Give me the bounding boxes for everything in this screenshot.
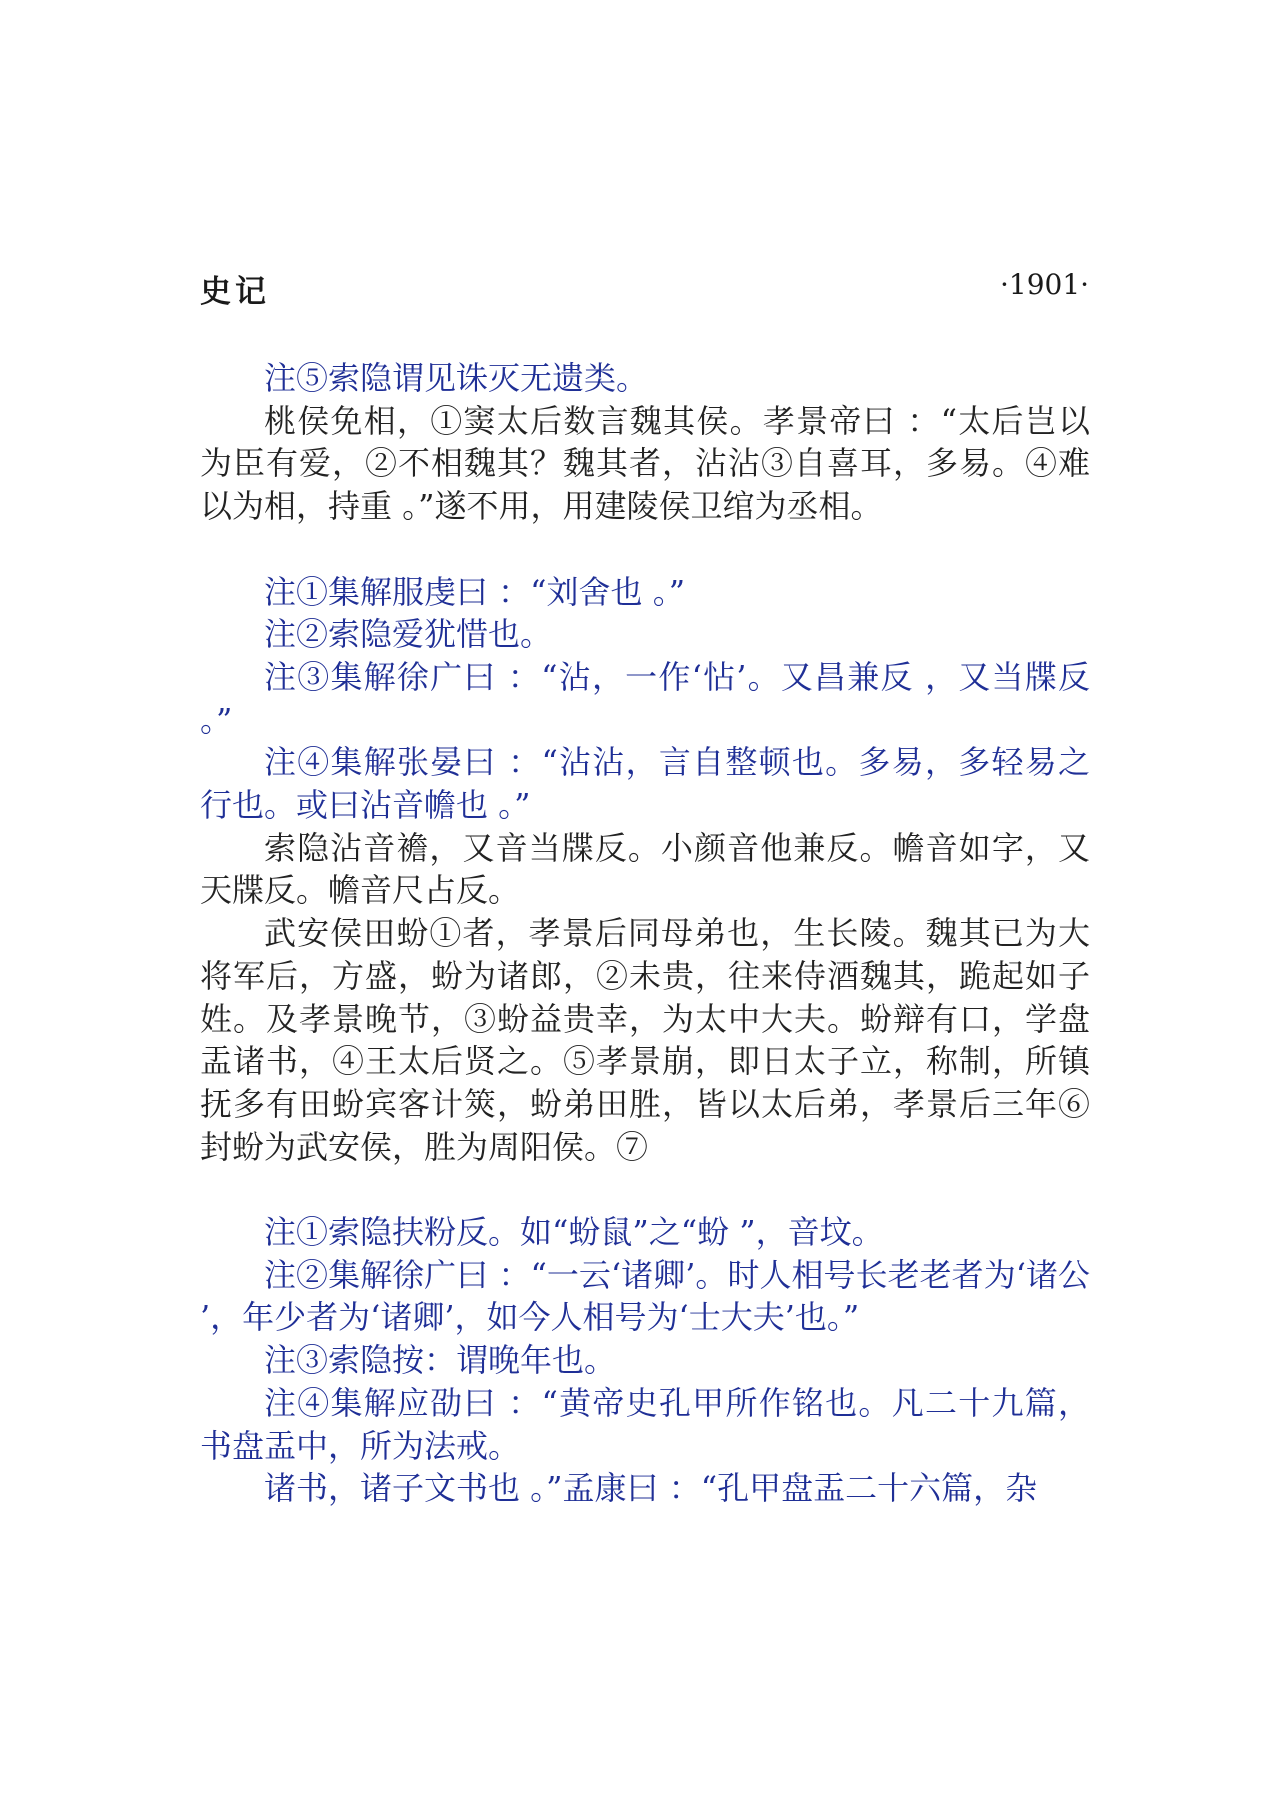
annotation-paragraph: 注⑤索隐谓见诛灭无遗类。 xyxy=(264,359,649,397)
annotation-paragraph: 注③索隐按：谓晚年也。 xyxy=(264,1341,617,1380)
annotation-paragraph: 注④集解应劭曰 ：“黄帝史孔甲所作铭也。凡二十九篇，书盘盂中，所为法戒。 xyxy=(200,1383,1090,1465)
annotation-paragraph: 注④集解张晏曰 ：“沾沾，言自整顿也。多易，多轻易之行也。或曰沾音幨也 。” xyxy=(200,743,1090,825)
annotation-paragraph: 注①集解服虔曰 ：“刘舍也 。” xyxy=(264,572,686,611)
body-text xyxy=(200,357,1090,1510)
paragraph-gap xyxy=(200,1168,1090,1211)
main-paragraph: 索隐沾音襜，又音当牒反。小颜音他兼反。幨音如字，又天牒反。幨音尺占反。 xyxy=(200,828,1090,910)
annotation-paragraph: 注③集解徐广曰 ：“沾，一作‘怗’。又昌兼反 ，又当牒反 。” xyxy=(200,657,1090,739)
annotation-paragraph: 注②集解徐广曰 ：“一云‘诸卿’。时人相号长老老者为‘诸公 ’，年少者为‘诸卿’，如今人相号为‘士大夫’也。” xyxy=(200,1255,1090,1337)
main-paragraph: 桃侯免相，①窦太后数言魏其侯。孝景帝曰 ：“太后岂以为臣有爱，②不相魏其？魏其者，沾沾③自喜耳，多易。④难以为相，持重 。”遂不用，用建陵侯卫绾为丞相。 xyxy=(200,401,1090,526)
paragraph-gap xyxy=(200,528,1090,571)
book-title: 史记 xyxy=(200,274,270,310)
annotation-paragraph: 诸书，诸子文书也 。”孟康曰 ：“孔甲盘盂二十六篇，杂 xyxy=(264,1469,1038,1508)
annotation-paragraph: 注②索隐爱犹惜也。 xyxy=(264,615,553,654)
annotation-paragraph: 注①索隐扶粉反。如“蚡鼠”之“蚡 ”，音坟。 xyxy=(264,1213,884,1252)
main-paragraph: 武安侯田蚡①者，孝景后同母弟也，生长陵。魏其已为大将军后，方盛，蚡为诸郎，②未贵，往来侍酒魏其，跪起如子姓。及孝景晚节，③蚡益贵幸，为太中大夫。蚡辩有口，学盘盂诸书，④王太后贤之。⑤孝景崩，即日太子立，称制，所镇抚多有田蚡宾客计筴，蚡弟田胜，皆以太后弟，孝景后三年⑥封蚡为武安侯，胜为周阳侯。⑦ xyxy=(200,914,1090,1166)
page-number: ·1901· xyxy=(1000,268,1090,301)
